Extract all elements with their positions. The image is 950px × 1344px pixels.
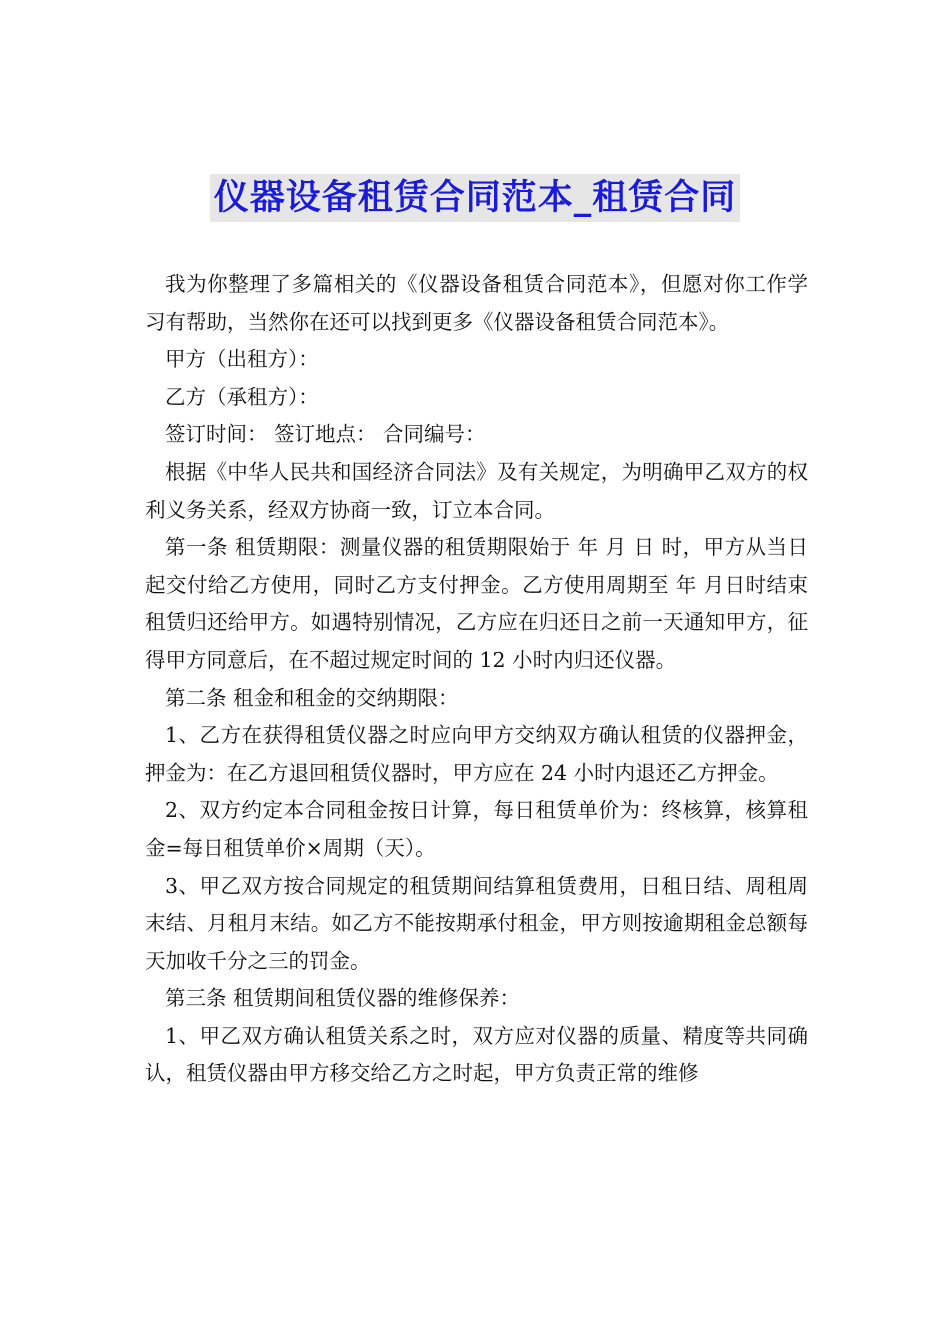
- title-container: [0, 174, 950, 222]
- paragraph-basis: 根据《中华人民共和国经济合同法》及有关规定，为明确甲乙双方的权利义务关系，经双方协商一致，订立本合同。: [145, 459, 808, 522]
- document-body: [145, 266, 808, 1093]
- paragraph-signing-info: 签订时间： 签订地点： 合同编号：: [165, 422, 486, 447]
- paragraph-article-2-item-2: 2、双方约定本合同租金按日计算，每日租赁单价为：终核算，核算租金=每日租赁单价×周期（天）。: [145, 798, 808, 860]
- paragraph-article-2-item-3: 3、甲乙双方按合同规定的租赁期间结算租赁费用，日租日结、周租周末结、月租月末结。如乙方不能按期承付租金，甲方则按逾期租金总额每天加收千分之三的罚金。: [145, 873, 808, 973]
- paragraph-party-a: 甲方（出租方）：: [165, 347, 319, 372]
- paragraph-article-1: 第一条 租赁期限：测量仪器的租赁期限始于 年 月 日 时，甲方从当日起交付给乙方使用，同时乙方支付押金。乙方使用周期至 年 月日时结束租赁归还给甲方。如遇特别情况，乙方应在归还日之前一天通知甲方，征得甲方同意后，在不超过规定时间的 12 小时内归还仪器。: [145, 535, 808, 672]
- paragraph-article-2-item-1: 1、乙方在获得租赁仪器之时应向甲方交纳双方确认租赁的仪器押金，押金为：在乙方退回租赁仪器时，甲方应在 24 小时内退还乙方押金。: [145, 723, 808, 785]
- paragraph-article-2-heading: 第二条 租金和租金的交纳期限：: [165, 685, 459, 710]
- document-title: 仪器设备租赁合同范本_租赁合同: [210, 174, 741, 222]
- paragraph-party-b: 乙方（承租方）：: [165, 384, 319, 409]
- paragraph-intro: 我为你整理了多篇相关的《仪器设备租赁合同范本》，但愿对你工作学习有帮助，当然你在还可以找到更多《仪器设备租赁合同范本》。: [145, 272, 808, 334]
- paragraph-article-3-item-1: 1、甲乙双方确认租赁关系之时，双方应对仪器的质量、精度等共同确认，租赁仪器由甲方移交给乙方之时起，甲方负责正常的维修: [145, 1023, 808, 1086]
- paragraph-article-3-heading: 第三条 租赁期间租赁仪器的维修保养：: [165, 986, 521, 1011]
